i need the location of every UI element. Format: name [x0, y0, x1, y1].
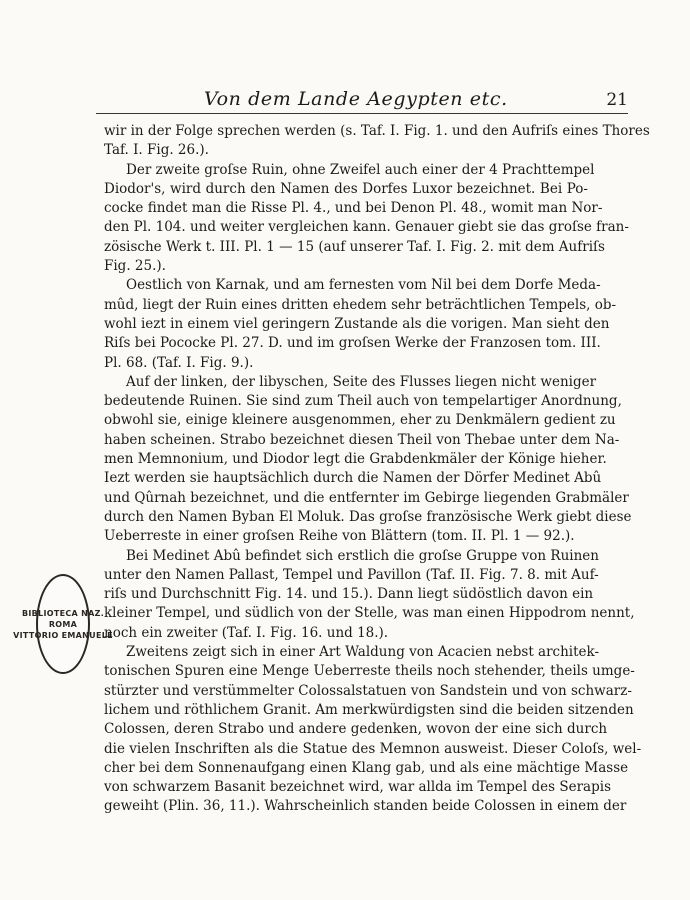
text-line: stürzter und verstümmelter Colossalstatuen von Sandstein und von schwarz- — [104, 682, 632, 699]
text-line: durch den Namen Byban El Moluk. Das groſse französische Werk giebt diese — [104, 508, 632, 525]
stamp-line: VITTORIO EMANUELE — [13, 630, 113, 640]
text-line: noch ein zweiter (Taf. I. Fig. 16. und 18.). — [104, 624, 389, 641]
text-line: men Memnonium, und Diodor legt die Grabdenkmäler der Könige hieher. — [104, 451, 607, 468]
text-line: Diodor's, wird durch den Namen des Dorfes Luxor bezeichnet. Bei Po- — [104, 180, 588, 197]
text-line: wir in der Folge sprechen werden (s. Taf. I. Fig. 1. und den Aufriſs eines Thores — [104, 123, 650, 139]
text-line: mûd, liegt der Ruin eines dritten ehedem sehr beträchtlichen Tempels, ob- — [104, 296, 617, 313]
page-header — [96, 84, 628, 114]
text-line: und Qûrnah bezeichnet, und die entfernter im Gebirge liegenden Grabmäler — [104, 489, 629, 506]
text-line: Fig. 25.). — [104, 258, 166, 275]
text-line: wohl iezt in einem viel geringern Zustande als die vorigen. Man sieht den — [104, 315, 610, 332]
running-title: Von dem Lande Aegypten etc. — [204, 88, 508, 110]
stamp-line: ROMA — [48, 619, 78, 629]
text-line: Bei Medinet Abû befindet sich erstlich die groſse Gruppe von Ruinen — [126, 547, 599, 564]
text-line: riſs und Durchschnitt Fig. 14. und 15.). Dann liegt südöstlich davon ein — [104, 586, 594, 603]
text-line: kleiner Tempel, und südlich von der Stelle, was man einen Hippodrom nennt, — [104, 605, 635, 622]
text-line: lichem und röthlichem Granit. Am merkwürdigsten sind die beiden sitzenden — [104, 701, 634, 718]
text-line: Iezt werden sie hauptsächlich durch die Namen der Dörfer Medinet Abû — [104, 470, 602, 487]
stamp-line: BIBLIOTECA NAZ. — [21, 608, 105, 618]
text-line: die vielen Inschriften als die Statue des Memnon ausweist. Dieser Coloſs, wel- — [104, 740, 642, 757]
text-line: Ueberreste in einer groſsen Reihe von Blättern (tom. II. Pl. 1 — 92.). — [104, 528, 575, 545]
text-line: Zweitens zeigt sich in einer Art Waldung von Acacien nebst architek- — [126, 644, 600, 661]
text-line: zösische Werk t. III. Pl. 1 — 15 (auf unserer Taf. I. Fig. 2. mit dem Aufriſs — [104, 238, 605, 255]
text-line: bedeutende Ruinen. Sie sind zum Theil auch von tempelartiger Anordnung, — [104, 393, 622, 410]
text-line: haben scheinen. Strabo bezeichnet diesen Theil von Thebae unter dem Na- — [104, 431, 620, 448]
text-line: cocke findet man die Risse Pl. 4., und bei Denon Pl. 48., womit man Nor- — [104, 200, 603, 217]
text-line: Der zweite groſse Ruin, ohne Zweifel auch einer der 4 Prachttempel — [126, 161, 595, 178]
text-line: Auf der linken, der libyschen, Seite des Flusses liegen nicht weniger — [126, 373, 597, 390]
body-text — [104, 122, 650, 817]
library-stamp — [13, 574, 113, 674]
text-line: Oestlich von Karnak, und am fernesten vom Nil bei dem Dorfe Meda- — [126, 277, 601, 294]
header-rule — [96, 113, 628, 114]
text-line: unter den Namen Pallast, Tempel und Pavillon (Taf. II. Fig. 7. 8. mit Auf- — [104, 566, 599, 583]
text-line: den Pl. 104. und weiter vergleichen kann. Genauer giebt sie das groſse fran- — [104, 219, 629, 236]
text-line: cher bei dem Sonnenaufgang einen Klang gab, und als eine mächtige Masse — [104, 759, 629, 776]
text-line: obwohl sie, einige kleinere ausgenommen, eher zu Denkmälern gedient zu — [104, 412, 616, 429]
text-line: von schwarzem Basanit bezeichnet wird, war allda im Tempel des Serapis — [104, 779, 611, 796]
text-line: Colossen, deren Strabo und andere gedenken, wovon der eine sich durch — [104, 721, 608, 738]
text-line: tonischen Spuren eine Menge Ueberreste theils noch stehender, theils umge- — [104, 663, 635, 680]
text-line: Taf. I. Fig. 26.). — [104, 142, 209, 159]
text-line: Riſs bei Pococke Pl. 27. D. und im groſsen Werke der Franzosen tom. III. — [104, 335, 601, 352]
page-number: 21 — [606, 90, 628, 110]
text-line: geweiht (Plin. 36, 11.). Wahrscheinlich standen beide Colossen in einem der — [104, 798, 627, 815]
text-line: Pl. 68. (Taf. I. Fig. 9.). — [104, 354, 254, 371]
